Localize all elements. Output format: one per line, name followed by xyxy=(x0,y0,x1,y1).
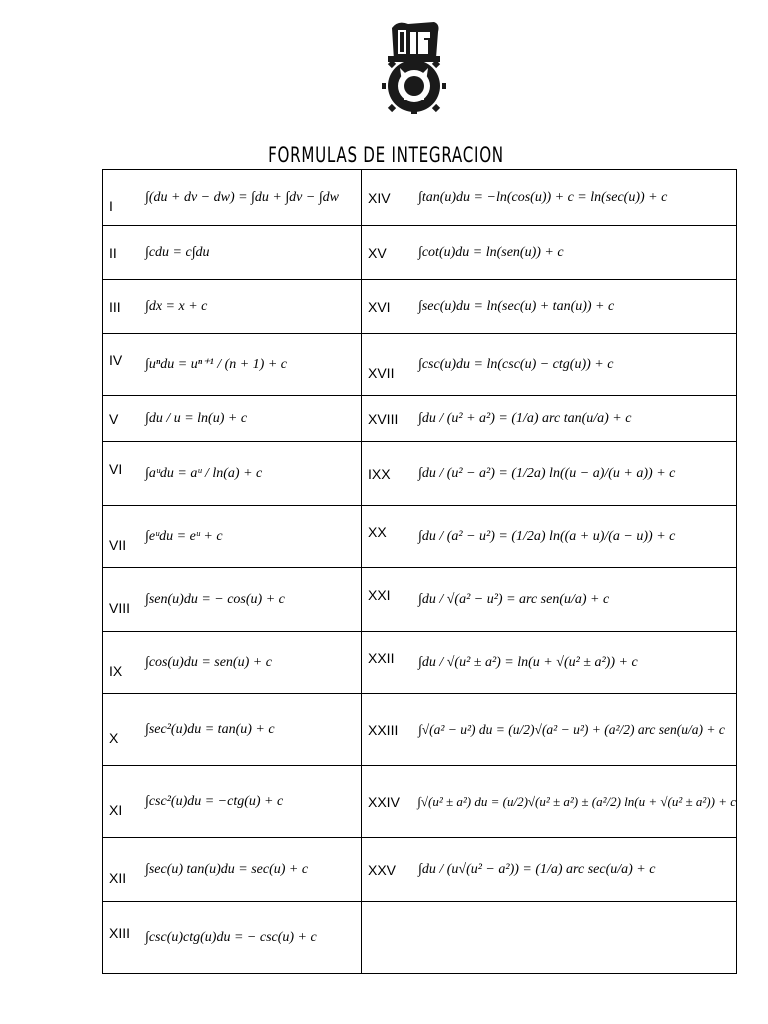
formula-cell-left xyxy=(103,568,362,632)
formula-row xyxy=(103,506,737,568)
formula-number: XXV xyxy=(368,861,397,878)
formula-cell-right xyxy=(362,632,737,694)
formula-expression: ∫tan(u)du = −ln(cos(u)) + c = ln(sec(u)) + c xyxy=(418,189,668,205)
formula-expression: ∫dx = x + c xyxy=(145,298,208,314)
formula-number: III xyxy=(109,298,121,315)
institution-seal-logo xyxy=(378,18,448,114)
formula-row xyxy=(103,838,737,902)
formula-expression: ∫(du + dv − dw) = ∫du + ∫dv − ∫dw xyxy=(145,189,340,205)
formula-cell-left xyxy=(103,170,362,226)
formula-expression: ∫√(u² ± a²) du = (u/2)√(u² ± a²) ± (a²/2) ln(u + √(u² ± a²)) + c xyxy=(417,793,736,809)
formula-expression: ∫du / √(a² − u²) = arc sen(u/a) + c xyxy=(418,591,610,607)
formula-row xyxy=(103,170,737,226)
formula-number: V xyxy=(109,410,119,427)
formula-row xyxy=(103,766,737,838)
formula-cell-right xyxy=(362,838,737,902)
formula-number: XVI xyxy=(368,298,391,315)
formula-cell-left xyxy=(103,506,362,568)
formula-cell-right xyxy=(362,280,737,334)
formula-number: I xyxy=(109,197,113,214)
formula-cell-right xyxy=(362,766,737,838)
formula-number: IX xyxy=(109,662,123,679)
formula-expression: ∫du / (a² − u²) = (1/2a) ln((a + u)/(a − u)) + c xyxy=(418,528,676,544)
formula-number: XXI xyxy=(368,586,391,603)
formula-cell-right xyxy=(362,334,737,396)
formula-cell-left xyxy=(103,766,362,838)
formula-number: XXIV xyxy=(368,793,400,810)
formula-expression: ∫csc²(u)du = −ctg(u) + c xyxy=(145,793,284,809)
formula-number: IXX xyxy=(368,465,391,482)
formula-number: XVII xyxy=(368,364,395,381)
formula-expression: ∫sec(u) tan(u)du = sec(u) + c xyxy=(145,861,309,877)
formula-expression: ∫cos(u)du = sen(u) + c xyxy=(145,654,272,670)
formula-number: XI xyxy=(109,801,123,818)
formula-number: IV xyxy=(109,351,123,368)
formula-row xyxy=(103,632,737,694)
formula-row xyxy=(103,442,737,506)
formula-expression: ∫csc(u)du = ln(csc(u) − ctg(u)) + c xyxy=(418,356,614,372)
formula-cell-right xyxy=(362,442,737,506)
formula-row xyxy=(103,902,737,974)
formula-cell-left xyxy=(103,694,362,766)
formula-expression: ∫csc(u)ctg(u)du = − csc(u) + c xyxy=(145,929,317,945)
formula-cell-right xyxy=(362,226,737,280)
formula-expression: ∫sec(u)du = ln(sec(u) + tan(u)) + c xyxy=(418,298,615,314)
formula-row xyxy=(103,396,737,442)
formula-number: XIII xyxy=(109,924,131,941)
formula-number: VI xyxy=(109,460,123,477)
formula-cell-right xyxy=(362,694,737,766)
formula-expression: ∫cdu = c∫du xyxy=(145,244,210,260)
integration-formulas-table xyxy=(102,169,737,974)
formula-number: X xyxy=(109,729,119,746)
formula-number: XII xyxy=(109,869,127,886)
formula-cell-left xyxy=(103,396,362,442)
formula-number: VIII xyxy=(109,599,131,616)
formula-expression: ∫sen(u)du = − cos(u) + c xyxy=(145,591,285,607)
page-title: FORMULAS DE INTEGRACION xyxy=(268,143,504,167)
formula-expression: ∫√(a² − u²) du = (u/2)√(a² − u²) + (a²/2) arc sen(u/a) + c xyxy=(418,721,725,737)
formula-cell-left xyxy=(103,632,362,694)
formula-expression: ∫du / √(u² ± a²) = ln(u + √(u² ± a²)) + c xyxy=(418,654,638,670)
formula-cell-left xyxy=(103,334,362,396)
formula-number: XVIII xyxy=(368,410,399,427)
formula-cell-right xyxy=(362,568,737,632)
formula-cell-left xyxy=(103,226,362,280)
formula-expression: ∫cot(u)du = ln(sen(u)) + c xyxy=(418,244,564,260)
formula-expression: ∫du / (u² + a²) = (1/a) arc tan(u/a) + c xyxy=(418,410,632,426)
formula-number: XXIII xyxy=(368,721,399,738)
formula-row xyxy=(103,694,737,766)
formula-cell-right xyxy=(362,902,737,974)
formula-number: II xyxy=(109,244,117,261)
formula-cell-left xyxy=(103,902,362,974)
formula-cell-right xyxy=(362,506,737,568)
formula-expression: ∫sec²(u)du = tan(u) + c xyxy=(145,721,275,737)
formula-cell-right xyxy=(362,396,737,442)
formula-row xyxy=(103,280,737,334)
formula-expression: ∫du / u = ln(u) + c xyxy=(145,410,248,426)
formula-number: XIV xyxy=(368,189,391,206)
formula-number: XX xyxy=(368,523,387,540)
formula-row xyxy=(103,568,737,632)
formula-expression: ∫aᵘdu = aᵘ / ln(a) + c xyxy=(145,465,263,481)
formula-expression: ∫du / (u√(u² − a²)) = (1/a) arc sec(u/a) + c xyxy=(418,861,656,877)
formula-expression: ∫eᵘdu = eᵘ + c xyxy=(145,528,223,544)
formula-expression: ∫du / (u² − a²) = (1/2a) ln((u − a)/(u + a)) + c xyxy=(418,465,676,481)
formula-cell-right xyxy=(362,170,737,226)
formula-cell-left xyxy=(103,280,362,334)
formula-number: XV xyxy=(368,244,387,261)
formula-row xyxy=(103,226,737,280)
formula-number: XXII xyxy=(368,649,395,666)
formula-cell-left xyxy=(103,442,362,506)
formula-cell-left xyxy=(103,838,362,902)
formula-row xyxy=(103,334,737,396)
formula-number: VII xyxy=(109,536,127,553)
formula-expression: ∫uⁿdu = uⁿ⁺¹ / (n + 1) + c xyxy=(145,357,288,372)
